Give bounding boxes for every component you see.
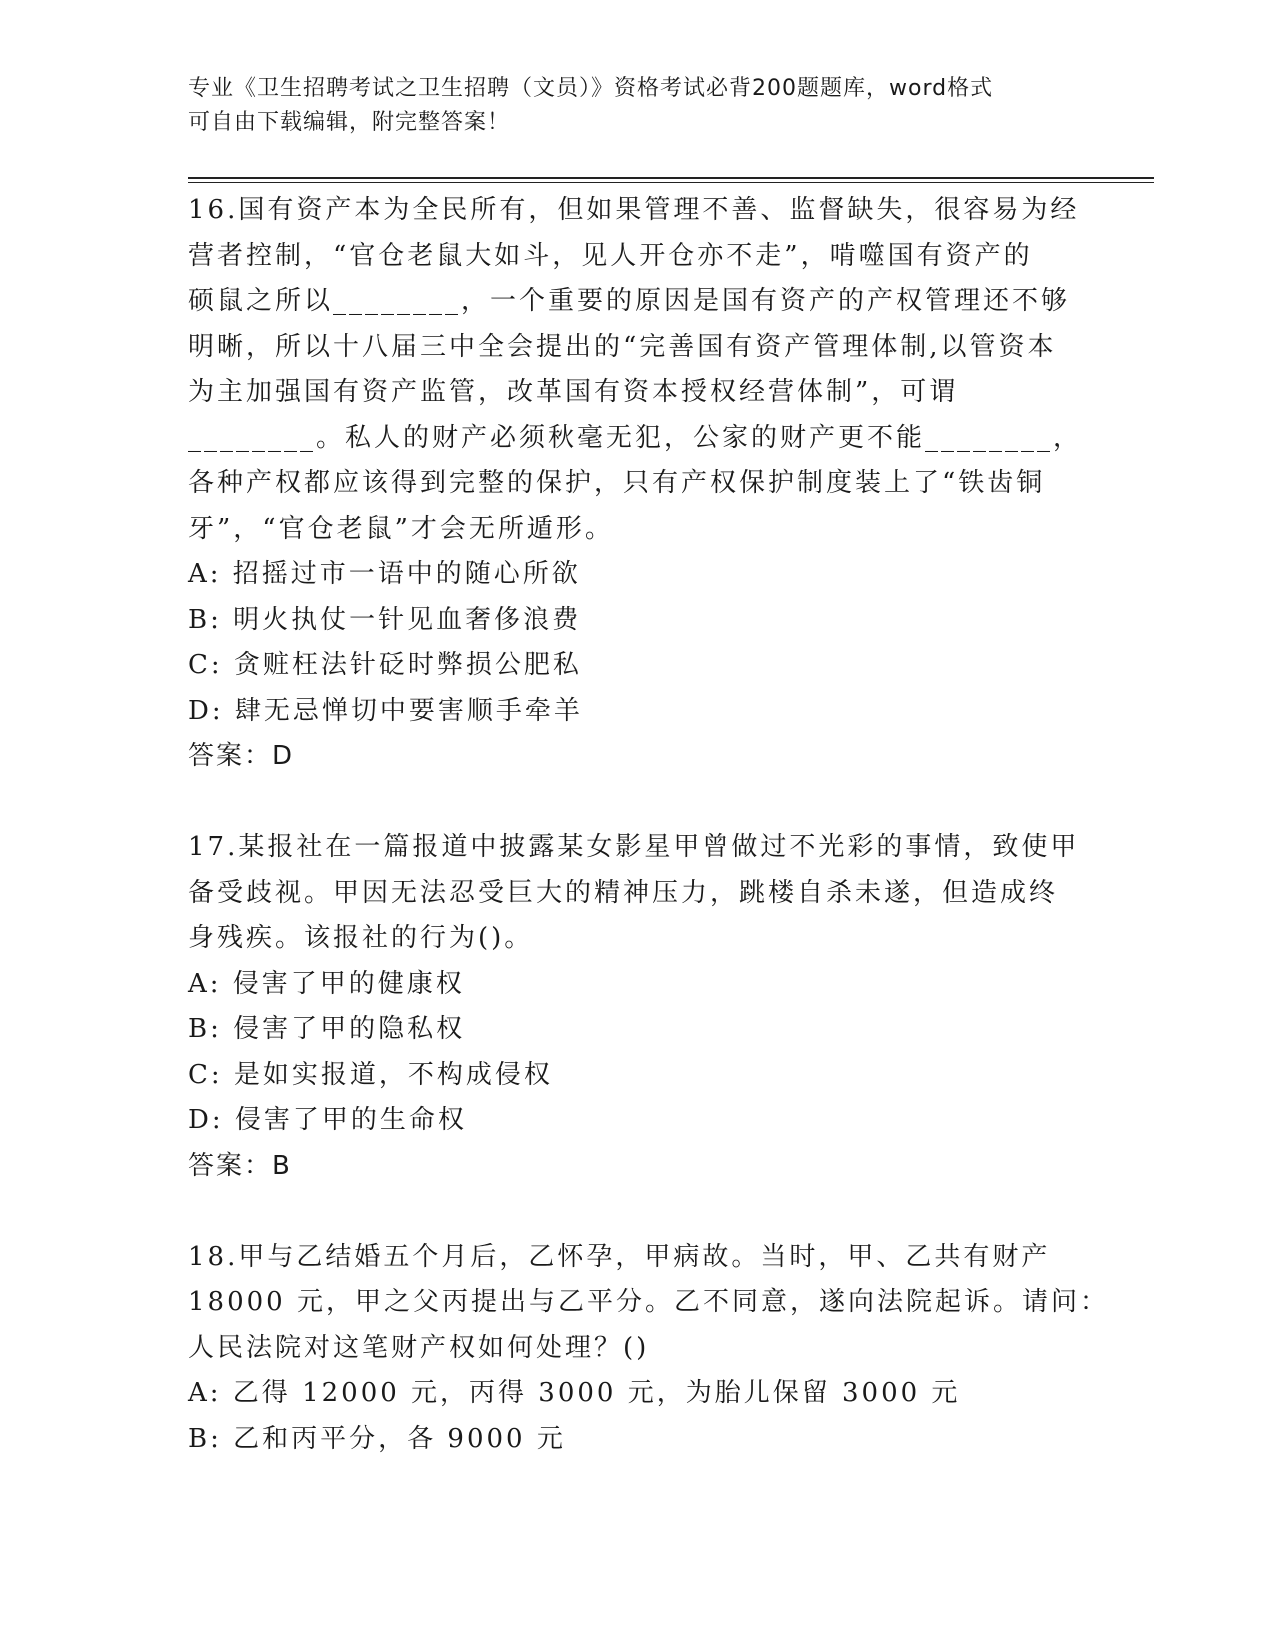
- page-header: [188, 72, 1068, 140]
- stem-line: 各种产权都应该得到完整的保护，只有产权保护制度装上了“铁齿铜: [188, 468, 1046, 498]
- stem-line: 硕鼠之所以________，一个重要的原因是国有资产的产权管理还不够: [188, 286, 1071, 316]
- option-c: C: 是如实报道，不构成侵权: [188, 1059, 553, 1090]
- header-line-2: 可自由下载编辑，附完整答案！: [188, 110, 511, 135]
- option-b: B: 乙和丙平分，各 9000 元: [188, 1423, 566, 1454]
- header-divider-thin: [188, 182, 1154, 183]
- header-line-1: 专业《卫生招聘考试之卫生招聘（文员）》资格考试必背200题题库，word格式: [188, 76, 994, 101]
- option-c: C: 贪赃枉法针砭时弊损公肥私: [188, 650, 582, 680]
- spacer: [188, 1189, 1088, 1235]
- stem-line: 为主加强国有资产监管，改革国有资本授权经营体制”，可谓: [188, 377, 959, 407]
- stem-line: 17.某报社在一篇报道中披露某女影星甲曾做过不光彩的事情，致使甲: [188, 832, 1080, 862]
- question-stem: [188, 825, 1088, 962]
- answer-label: 答案：D: [188, 741, 295, 771]
- option-b: B: 明火执仗一针见血奢侈浪费: [188, 604, 582, 635]
- stem-line: 明晰，所以十八届三中全会提出的“完善国有资产管理体制,以管资本: [188, 331, 1057, 362]
- stem-line: ________。私人的财产必须秋毫无犯，公家的财产更不能________，: [188, 422, 1083, 453]
- stem-line: 人民法院对这笔财产权如何处理？(): [188, 1332, 650, 1363]
- stem-line: 18000 元，甲之父丙提出与乙平分。乙不同意，遂向法院起诉。请问：: [188, 1287, 1109, 1317]
- answer-label: 答案：B: [188, 1150, 292, 1181]
- stem-line: 营者控制，“官仓老鼠大如斗，见人开仓亦不走”，啃噬国有资产的: [188, 240, 1033, 271]
- question-stem: [188, 188, 1088, 552]
- spacer: [188, 780, 1088, 826]
- stem-line: 身残疾。该报社的行为()。: [188, 923, 534, 953]
- option-a: A: 侵害了甲的健康权: [188, 968, 465, 999]
- stem-line: 备受歧视。甲因无法忍受巨大的精神压力，跳楼自杀未遂，但造成终: [188, 877, 1059, 908]
- question-18: [188, 1235, 1109, 1463]
- question-list: [188, 188, 1109, 1462]
- option-d: D: 侵害了甲的生命权: [188, 1105, 467, 1135]
- option-a: A: 乙得 12000 元，丙得 3000 元，为胎儿保留 3000 元: [188, 1378, 961, 1408]
- stem-line: 16.国有资产本为全民所有，但如果管理不善、监督缺失，很容易为经: [188, 195, 1080, 225]
- question-16: [188, 188, 1088, 780]
- option-b: B: 侵害了甲的隐私权: [188, 1014, 466, 1044]
- stem-line: 18.甲与乙结婚五个月后，乙怀孕，甲病故。当时，甲、乙共有财产: [188, 1241, 1051, 1272]
- question-17: [188, 825, 1088, 1189]
- option-d: D: 肆无忌惮切中要害顺手牵羊: [188, 695, 583, 726]
- option-a: A: 招摇过市一语中的随心所欲: [188, 559, 581, 589]
- header-divider-thick: [188, 177, 1154, 179]
- question-stem: [188, 1235, 1109, 1372]
- stem-line: 牙”，“官仓老鼠”才会无所遁形。: [188, 513, 614, 544]
